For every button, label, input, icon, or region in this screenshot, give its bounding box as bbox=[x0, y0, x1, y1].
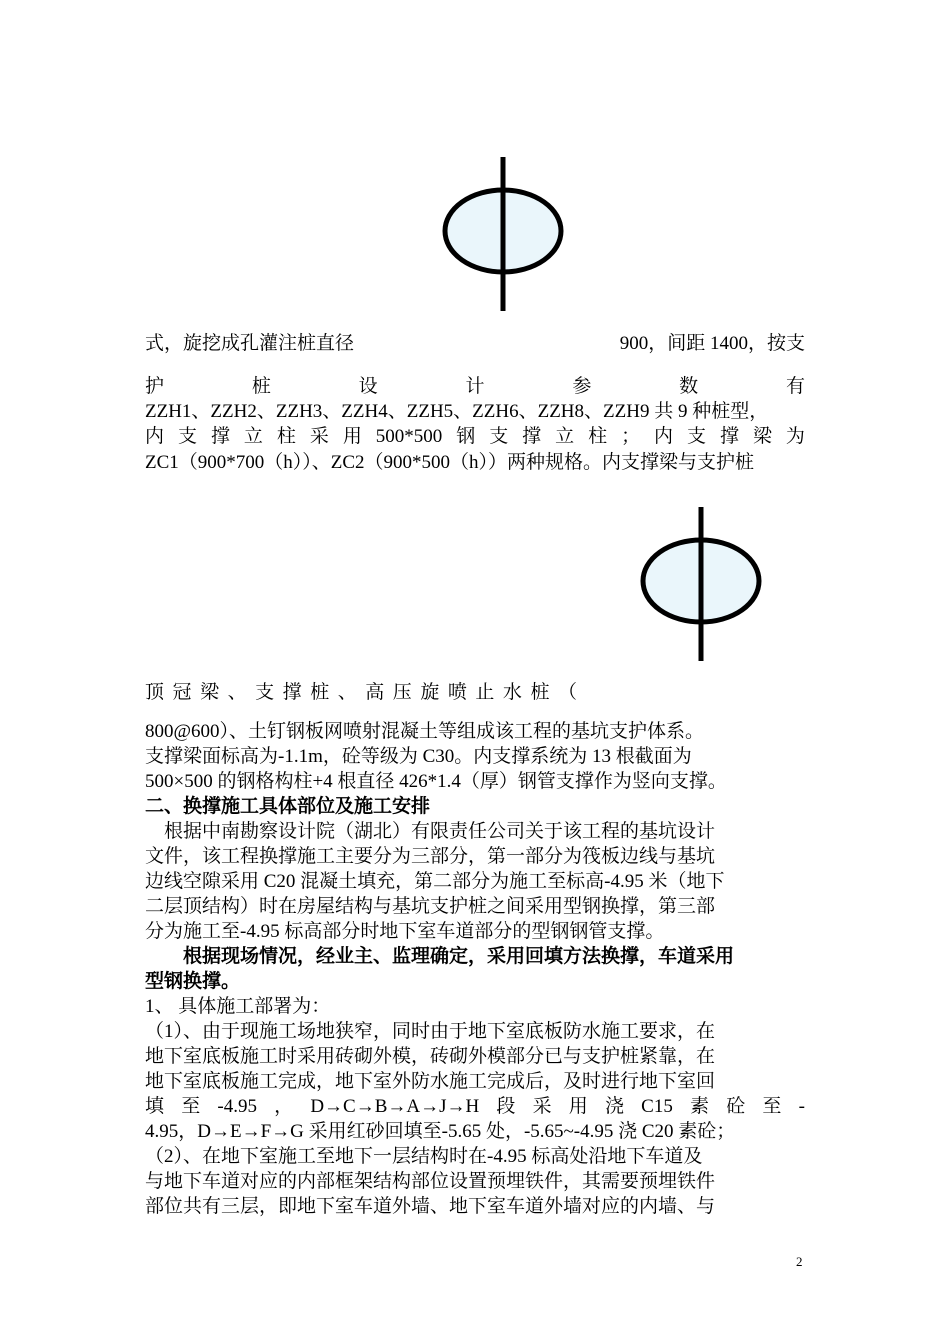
text-token: 设 bbox=[358, 376, 378, 397]
text-token: 采 bbox=[532, 1096, 552, 1117]
text-token: 柱 bbox=[276, 426, 296, 447]
text-token: 旋 bbox=[420, 682, 440, 703]
text-token: 为 bbox=[785, 426, 805, 447]
text-token: 有 bbox=[785, 376, 805, 397]
text-token: 浇 bbox=[604, 1096, 624, 1117]
text-token: C15 bbox=[641, 1096, 673, 1117]
text-line bbox=[145, 681, 577, 705]
text-token: D→C→B→A→J→H bbox=[310, 1096, 480, 1117]
paragraph-line: 根据中南勘察设计院（湖北）有限责任公司关于该工程的基坑设计 bbox=[145, 821, 716, 842]
paragraph-line: 部位共有三层，即地下室车道外墙、地下室车道外墙对应的内墙、与 bbox=[145, 1196, 716, 1217]
text-token: 桩 bbox=[530, 682, 550, 703]
text-token: 素 bbox=[690, 1096, 710, 1117]
paragraph-line: 地下室底板施工时采用砖砌外模，砖砌外模部分已与支护桩紧靠，在 bbox=[145, 1046, 716, 1067]
paragraph-line: （2）、在地下室施工至地下一层结构时在-4.95 标高处沿地下车道及 bbox=[145, 1146, 703, 1167]
text-token: 梁 bbox=[200, 682, 220, 703]
paragraph-line: （1）、由于现施工场地狭窄，同时由于地下室底板防水施工要求，在 bbox=[145, 1021, 716, 1042]
text-token: 立 bbox=[243, 426, 263, 447]
text-line: 500×500 的钢格构柱+4 根直径 426*1.4（厚）钢管支撑作为竖向支撑。 bbox=[145, 771, 727, 792]
text-token: 撑 bbox=[210, 426, 230, 447]
paragraph-line: 边线空隙采用 C20 混凝土填充，第二部分为施工至标高-4.95 米（地下 bbox=[145, 871, 725, 892]
text-token: 填 bbox=[145, 1096, 165, 1117]
paragraph-line: 4.95，D→E→F→G 采用红砂回填至-5.65 处，-5.65~-4.95 浇 C20 素砼； bbox=[145, 1121, 736, 1142]
text-line bbox=[145, 332, 805, 356]
text-token: 顶 bbox=[145, 682, 165, 703]
text-token: 冠 bbox=[172, 682, 192, 703]
text-token: 数 bbox=[679, 376, 699, 397]
text-line bbox=[145, 1095, 805, 1119]
text-segment: 900，间距 1400，按支 bbox=[619, 333, 805, 354]
text-token: 桩 bbox=[310, 682, 330, 703]
text-token: 、 bbox=[337, 682, 357, 703]
paragraph-line: 二层顶结构）时在房屋结构与基坑支护桩之间采用型钢换撑，第三部 bbox=[145, 896, 716, 917]
text-line: 800@600）、土钉钢板网喷射混凝土等组成该工程的基坑支护体系。 bbox=[145, 721, 704, 742]
text-token: 高 bbox=[365, 682, 385, 703]
text-token: 500*500 bbox=[375, 426, 443, 447]
text-token: 段 bbox=[496, 1096, 516, 1117]
text-token: 止 bbox=[475, 682, 495, 703]
text-token: 、 bbox=[227, 682, 247, 703]
text-token: 内 bbox=[145, 426, 165, 447]
diameter-symbol-icon bbox=[638, 505, 764, 663]
paragraph-line: 文件，该工程换撑施工主要分为三部分，第一部分为筏板边线与基坑 bbox=[145, 846, 716, 867]
paragraph-line: 与地下车道对应的内部框架结构部位设置预埋铁件，其需要预埋铁件 bbox=[145, 1171, 716, 1192]
text-token: 至 bbox=[762, 1096, 782, 1117]
text-line bbox=[145, 425, 805, 449]
text-segment: 式，旋挖成孔灌注桩直径 bbox=[145, 333, 355, 354]
text-token: -4.95 bbox=[217, 1096, 257, 1117]
text-token: 水 bbox=[502, 682, 522, 703]
text-line: ZZH1、ZZH2、ZZH3、ZZH4、ZZH5、ZZH6、ZZH8、ZZH9 共 9 种桩型， bbox=[145, 401, 769, 422]
text-token: 钢 bbox=[456, 426, 476, 447]
text-token: 内 bbox=[654, 426, 674, 447]
text-token: - bbox=[798, 1096, 805, 1117]
text-token: 撑 bbox=[719, 426, 739, 447]
text-token: ， bbox=[274, 1096, 294, 1117]
bold-paragraph-line: 根据现场情况，经业主、监理确定，采用回填方法换撑，车道采用 bbox=[145, 946, 735, 967]
text-token: 支 bbox=[489, 426, 509, 447]
text-line: ZC1（900*700（h））、ZC2（900*500（h））两种规格。内支撑梁与支护桩 bbox=[145, 452, 755, 473]
text-line bbox=[145, 375, 805, 399]
text-token: 砼 bbox=[726, 1096, 746, 1117]
diameter-symbol-icon bbox=[440, 155, 566, 313]
text-token: ； bbox=[621, 426, 641, 447]
text-token: 撑 bbox=[282, 682, 302, 703]
text-token: 支 bbox=[687, 426, 707, 447]
text-token: 撑 bbox=[522, 426, 542, 447]
text-token: 用 bbox=[342, 426, 362, 447]
text-token: 梁 bbox=[752, 426, 772, 447]
text-token: 喷 bbox=[447, 682, 467, 703]
text-token: 用 bbox=[568, 1096, 588, 1117]
text-token: 计 bbox=[465, 376, 485, 397]
list-item: 1、 具体施工部署为： bbox=[145, 996, 331, 1017]
text-line: 支撑梁面标高为-1.1m，砼等级为 C30。内支撑系统为 13 根截面为 bbox=[145, 746, 692, 767]
page-number: 2 bbox=[796, 1254, 803, 1269]
text-token: 护 bbox=[145, 376, 165, 397]
text-token: 支 bbox=[177, 426, 197, 447]
text-token: 桩 bbox=[251, 376, 271, 397]
section-heading: 二、换撑施工具体部位及施工安排 bbox=[145, 796, 431, 817]
text-token: （ bbox=[557, 682, 577, 703]
text-token: 压 bbox=[392, 682, 412, 703]
paragraph-line: 分为施工至-4.95 标高部分时地下室车道部分的型钢钢管支撑。 bbox=[145, 921, 665, 942]
text-token: 柱 bbox=[588, 426, 608, 447]
paragraph-line: 地下室底板施工完成，地下室外防水施工完成后，及时进行地下室回 bbox=[145, 1071, 716, 1092]
text-token: 采 bbox=[309, 426, 329, 447]
text-token: 至 bbox=[181, 1096, 201, 1117]
text-token: 参 bbox=[572, 376, 592, 397]
bold-paragraph-line: 型钢换撑。 bbox=[145, 971, 241, 992]
text-token: 立 bbox=[555, 426, 575, 447]
text-token: 支 bbox=[255, 682, 275, 703]
